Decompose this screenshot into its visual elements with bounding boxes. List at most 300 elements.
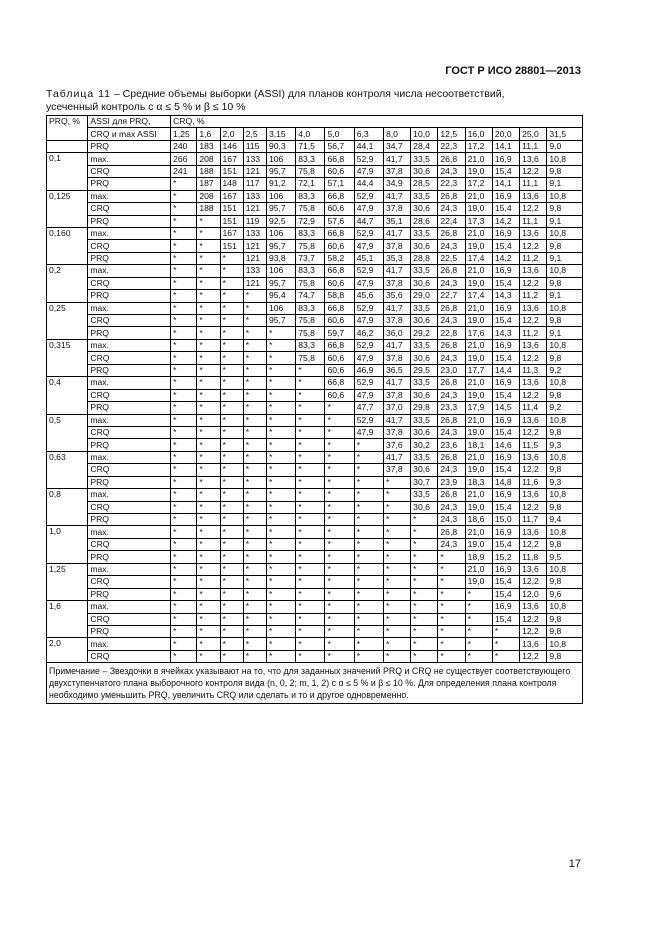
value-cell: * — [197, 451, 220, 463]
value-cell: * — [243, 489, 266, 501]
value-cell: 15,4 — [492, 277, 519, 289]
table-row — [47, 265, 583, 277]
value-cell: 106 — [266, 302, 295, 314]
value-cell: * — [325, 489, 354, 501]
value-cell: 17,9 — [465, 402, 492, 414]
row-label-cell: CRQ — [88, 315, 171, 327]
value-cell: 59,7 — [325, 327, 354, 339]
value-cell: * — [325, 514, 354, 526]
value-cell: 133 — [243, 265, 266, 277]
value-cell: * — [354, 638, 383, 650]
table-caption — [46, 88, 582, 113]
value-cell: * — [197, 352, 220, 364]
table-row — [47, 140, 583, 152]
value-cell: 44,1 — [354, 140, 383, 152]
value-cell: 22,3 — [438, 140, 465, 152]
row-label-cell: max. — [88, 153, 171, 165]
value-cell: * — [197, 240, 220, 252]
value-cell: 30,6 — [411, 315, 438, 327]
value-cell: * — [197, 650, 220, 662]
value-cell: 30,7 — [411, 476, 438, 488]
value-cell: * — [438, 613, 465, 625]
prq-cell: 0,2 — [47, 265, 88, 302]
row-label-cell: PRQ — [88, 178, 171, 190]
value-cell: * — [243, 538, 266, 550]
value-cell: 44,7 — [354, 215, 383, 227]
value-cell: 37,8 — [383, 277, 410, 289]
value-cell: 11,1 — [520, 215, 547, 227]
value-cell: * — [266, 538, 295, 550]
row-label-cell: max. — [88, 638, 171, 650]
value-cell: 9,8 — [547, 240, 583, 252]
header-crq-value: 4,0 — [296, 128, 325, 140]
value-cell: 188 — [197, 165, 220, 177]
table-row — [47, 252, 583, 264]
value-cell: * — [266, 638, 295, 650]
table-row — [47, 501, 583, 513]
header-crq-max: CRQ и max ASSI — [88, 128, 171, 140]
value-cell: * — [197, 327, 220, 339]
row-label-cell: CRQ — [88, 240, 171, 252]
value-cell: 83,3 — [296, 190, 325, 202]
value-cell: * — [325, 576, 354, 588]
value-cell: * — [411, 538, 438, 550]
value-cell: * — [197, 538, 220, 550]
header-prq: PRQ, % — [47, 116, 88, 141]
row-label-cell: CRQ — [88, 426, 171, 438]
value-cell: 58,2 — [325, 252, 354, 264]
value-cell: * — [438, 551, 465, 563]
value-cell: 23,0 — [438, 364, 465, 376]
value-cell: 22,8 — [438, 327, 465, 339]
value-cell: 66,8 — [325, 377, 354, 389]
value-cell: 12,2 — [520, 315, 547, 327]
value-cell: 17,7 — [465, 364, 492, 376]
value-cell: 37,6 — [383, 439, 410, 451]
value-cell: 29,0 — [411, 290, 438, 302]
value-cell: 36,5 — [383, 364, 410, 376]
value-cell: 75,8 — [296, 203, 325, 215]
value-cell: 16,9 — [492, 563, 519, 575]
value-cell: 12,2 — [520, 650, 547, 662]
value-cell: * — [197, 252, 220, 264]
value-cell: 33,5 — [411, 153, 438, 165]
value-cell: * — [354, 576, 383, 588]
value-cell: 24,3 — [438, 464, 465, 476]
value-cell: 37,8 — [383, 165, 410, 177]
value-cell: * — [354, 464, 383, 476]
value-cell: 26,8 — [438, 153, 465, 165]
value-cell: 9,1 — [547, 178, 583, 190]
value-cell: * — [266, 526, 295, 538]
value-cell: * — [465, 625, 492, 637]
value-cell: 10,8 — [547, 451, 583, 463]
value-cell: 47,9 — [354, 277, 383, 289]
value-cell: 21,0 — [465, 563, 492, 575]
value-cell: 21,0 — [465, 377, 492, 389]
value-cell: * — [243, 451, 266, 463]
value-cell: * — [296, 625, 325, 637]
value-cell: * — [197, 526, 220, 538]
value-cell: 33,5 — [411, 302, 438, 314]
value-cell: 11,2 — [520, 252, 547, 264]
value-cell: 18,6 — [465, 514, 492, 526]
value-cell: 28,4 — [411, 140, 438, 152]
value-cell: 10,8 — [547, 414, 583, 426]
value-cell: * — [296, 563, 325, 575]
table-note: Примечание – Звездочки в ячейках указывают на то, что для заданных значений PRQ и CRQ не существует соответствующего двухступенчатого плана выборочного контроля вида (n, 0, 2; m, 1, 2) с α ≤ 5 % и β ≤ 10 %. Для определения плана контроля необходимо уменьшить PRQ, увеличить CRQ или сделать и то и другое одновременно. — [47, 663, 583, 704]
value-cell: 52,9 — [354, 414, 383, 426]
value-cell: * — [243, 576, 266, 588]
value-cell: * — [243, 290, 266, 302]
row-label-cell: PRQ — [88, 364, 171, 376]
value-cell: 23,9 — [438, 476, 465, 488]
table-row — [47, 203, 583, 215]
value-cell: * — [296, 514, 325, 526]
value-cell: * — [171, 290, 197, 302]
value-cell: 33,5 — [411, 489, 438, 501]
table-caption-line2: усеченный контроль с α ≤ 5 % и β ≤ 10 % — [46, 100, 246, 113]
value-cell: 11,2 — [520, 290, 547, 302]
value-cell: * — [171, 638, 197, 650]
value-cell: 46,2 — [354, 327, 383, 339]
value-cell: * — [220, 414, 243, 426]
value-cell: * — [325, 501, 354, 513]
value-cell: 29,2 — [411, 327, 438, 339]
value-cell: * — [354, 650, 383, 662]
value-cell: 13,6 — [520, 526, 547, 538]
value-cell: * — [171, 526, 197, 538]
value-cell: 24,3 — [438, 426, 465, 438]
value-cell: * — [220, 538, 243, 550]
value-cell: * — [383, 563, 410, 575]
value-cell: * — [266, 464, 295, 476]
value-cell: * — [243, 315, 266, 327]
value-cell: * — [171, 439, 197, 451]
value-cell: * — [197, 613, 220, 625]
value-cell: 9,3 — [547, 476, 583, 488]
value-cell: 30,6 — [411, 426, 438, 438]
value-cell: 106 — [266, 190, 295, 202]
value-cell: * — [243, 389, 266, 401]
value-cell: * — [492, 625, 519, 637]
header-crq-value: 3,15 — [266, 128, 295, 140]
value-cell: * — [197, 302, 220, 314]
value-cell: * — [197, 489, 220, 501]
value-cell: * — [220, 339, 243, 351]
value-cell: * — [438, 563, 465, 575]
value-cell: * — [296, 489, 325, 501]
table-row — [47, 514, 583, 526]
value-cell: * — [325, 451, 354, 463]
value-cell: 15,4 — [492, 389, 519, 401]
value-cell: 21,0 — [465, 451, 492, 463]
value-cell: * — [325, 526, 354, 538]
value-cell: * — [171, 315, 197, 327]
value-cell: * — [411, 551, 438, 563]
value-cell: 16,9 — [492, 414, 519, 426]
value-cell: * — [354, 489, 383, 501]
value-cell: * — [220, 290, 243, 302]
value-cell: * — [266, 439, 295, 451]
value-cell: 9,1 — [547, 290, 583, 302]
table-row — [47, 601, 583, 613]
value-cell: * — [296, 414, 325, 426]
value-cell: * — [220, 265, 243, 277]
value-cell: * — [383, 501, 410, 513]
value-cell: * — [438, 588, 465, 600]
value-cell: * — [325, 426, 354, 438]
value-cell: 19,0 — [465, 165, 492, 177]
value-cell: * — [354, 439, 383, 451]
value-cell: 47,9 — [354, 165, 383, 177]
value-cell: 37,8 — [383, 315, 410, 327]
value-cell: * — [325, 625, 354, 637]
value-cell: 11,1 — [520, 140, 547, 152]
value-cell: 16,9 — [492, 302, 519, 314]
row-label-cell: CRQ — [88, 501, 171, 513]
value-cell: * — [383, 638, 410, 650]
table-row — [47, 414, 583, 426]
value-cell: 72,9 — [296, 215, 325, 227]
value-cell: * — [220, 277, 243, 289]
value-cell: * — [296, 526, 325, 538]
value-cell: 30,2 — [411, 439, 438, 451]
value-cell: 9,8 — [547, 203, 583, 215]
value-cell: * — [197, 476, 220, 488]
value-cell: * — [438, 650, 465, 662]
value-cell: * — [325, 650, 354, 662]
value-cell: 21,0 — [465, 302, 492, 314]
value-cell: * — [197, 364, 220, 376]
value-cell: * — [243, 625, 266, 637]
value-cell: * — [220, 451, 243, 463]
value-cell: * — [296, 464, 325, 476]
value-cell: * — [411, 650, 438, 662]
value-cell: 12,2 — [520, 464, 547, 476]
value-cell: * — [438, 638, 465, 650]
value-cell: 14,2 — [492, 252, 519, 264]
value-cell: 10,8 — [547, 302, 583, 314]
row-label-cell: CRQ — [88, 277, 171, 289]
row-label-cell: CRQ — [88, 538, 171, 550]
value-cell: 52,9 — [354, 153, 383, 165]
value-cell: 28,8 — [411, 252, 438, 264]
row-label-cell: max. — [88, 339, 171, 351]
value-cell: 12,2 — [520, 389, 547, 401]
value-cell: 14,4 — [492, 364, 519, 376]
value-cell: 66,8 — [325, 153, 354, 165]
value-cell: 33,5 — [411, 265, 438, 277]
prq-cell: 0,63 — [47, 451, 88, 488]
value-cell: 26,8 — [438, 526, 465, 538]
value-cell: 26,8 — [438, 190, 465, 202]
header-crq-value: 6,3 — [354, 128, 383, 140]
value-cell: * — [171, 650, 197, 662]
value-cell: 83,3 — [296, 227, 325, 239]
table-row — [47, 538, 583, 550]
value-cell: 37,8 — [383, 240, 410, 252]
value-cell: * — [325, 551, 354, 563]
value-cell: 18,9 — [465, 551, 492, 563]
value-cell: 119 — [243, 215, 266, 227]
value-cell: 66,8 — [325, 227, 354, 239]
row-label-cell: max. — [88, 451, 171, 463]
row-label-cell: max. — [88, 526, 171, 538]
value-cell: * — [220, 588, 243, 600]
value-cell: 12,2 — [520, 240, 547, 252]
value-cell: 187 — [197, 178, 220, 190]
value-cell: * — [266, 389, 295, 401]
value-cell: 47,9 — [354, 315, 383, 327]
value-cell: 60,6 — [325, 277, 354, 289]
table-row — [47, 625, 583, 637]
value-cell: 17,6 — [465, 327, 492, 339]
value-cell: 41,7 — [383, 265, 410, 277]
value-cell: 44,4 — [354, 178, 383, 190]
row-label-cell: max. — [88, 489, 171, 501]
value-cell: 9,1 — [547, 327, 583, 339]
table-row — [47, 227, 583, 239]
value-cell: * — [171, 402, 197, 414]
table-row — [47, 178, 583, 190]
value-cell: * — [411, 601, 438, 613]
value-cell: 52,9 — [354, 339, 383, 351]
value-cell: 22,3 — [438, 178, 465, 190]
value-cell: 95,7 — [266, 315, 295, 327]
value-cell: 11,2 — [520, 327, 547, 339]
value-cell: 47,7 — [354, 402, 383, 414]
value-cell: * — [438, 576, 465, 588]
value-cell: * — [171, 514, 197, 526]
value-cell: 71,5 — [296, 140, 325, 152]
value-cell: 9,2 — [547, 402, 583, 414]
value-cell: 19,0 — [465, 240, 492, 252]
value-cell: * — [171, 377, 197, 389]
value-cell: 9,2 — [547, 364, 583, 376]
value-cell: 23,3 — [438, 402, 465, 414]
value-cell: * — [197, 464, 220, 476]
value-cell: 10,8 — [547, 601, 583, 613]
value-cell: 15,4 — [492, 203, 519, 215]
value-cell: * — [171, 178, 197, 190]
value-cell: * — [220, 563, 243, 575]
value-cell: * — [266, 563, 295, 575]
header-crq-value: 16,0 — [465, 128, 492, 140]
row-label-cell: PRQ — [88, 215, 171, 227]
value-cell: 133 — [243, 227, 266, 239]
value-cell: * — [383, 526, 410, 538]
value-cell: * — [171, 414, 197, 426]
value-cell: 35,1 — [383, 215, 410, 227]
value-cell: 29,5 — [411, 364, 438, 376]
value-cell: 15,4 — [492, 501, 519, 513]
value-cell: 45,6 — [354, 290, 383, 302]
value-cell: 151 — [220, 215, 243, 227]
value-cell: * — [171, 464, 197, 476]
value-cell: * — [438, 601, 465, 613]
table-body — [47, 116, 583, 704]
value-cell: 21,0 — [465, 339, 492, 351]
value-cell: 133 — [243, 190, 266, 202]
row-label-cell: CRQ — [88, 464, 171, 476]
table-row — [47, 215, 583, 227]
value-cell: 18,1 — [465, 439, 492, 451]
value-cell: 58,8 — [325, 290, 354, 302]
value-cell: * — [197, 402, 220, 414]
value-cell: 14,6 — [492, 439, 519, 451]
value-cell: * — [171, 190, 197, 202]
table-row — [47, 165, 583, 177]
value-cell: 266 — [171, 153, 197, 165]
value-cell: * — [171, 277, 197, 289]
value-cell: 14,3 — [492, 327, 519, 339]
value-cell: 30,6 — [411, 240, 438, 252]
value-cell: 9,8 — [547, 613, 583, 625]
value-cell: * — [243, 302, 266, 314]
value-cell: 13,6 — [520, 489, 547, 501]
value-cell: 9,6 — [547, 588, 583, 600]
value-cell: * — [220, 302, 243, 314]
value-cell: 60,6 — [325, 315, 354, 327]
value-cell: 52,9 — [354, 227, 383, 239]
row-label-cell: PRQ — [88, 514, 171, 526]
row-label-cell: CRQ — [88, 389, 171, 401]
value-cell: 9,8 — [547, 576, 583, 588]
value-cell: * — [220, 514, 243, 526]
value-cell: 241 — [171, 165, 197, 177]
prq-cell: 0,315 — [47, 339, 88, 376]
value-cell: 75,8 — [296, 315, 325, 327]
value-cell: * — [266, 451, 295, 463]
table-caption-label: Таблица 11 — [46, 88, 111, 100]
value-cell: 15,4 — [492, 315, 519, 327]
row-label-cell: max. — [88, 377, 171, 389]
value-cell: * — [411, 625, 438, 637]
value-cell: 26,8 — [438, 227, 465, 239]
page-number: 17 — [568, 858, 581, 870]
table-row — [47, 364, 583, 376]
value-cell: 240 — [171, 140, 197, 152]
value-cell: * — [266, 625, 295, 637]
value-cell: * — [411, 588, 438, 600]
table-row — [47, 240, 583, 252]
value-cell: * — [266, 613, 295, 625]
value-cell: 33,5 — [411, 414, 438, 426]
value-cell: 121 — [243, 240, 266, 252]
value-cell: 14,1 — [492, 140, 519, 152]
value-cell: 12,2 — [520, 501, 547, 513]
value-cell: 57,6 — [325, 215, 354, 227]
value-cell: * — [354, 551, 383, 563]
value-cell: 30,6 — [411, 165, 438, 177]
row-label-cell: CRQ — [88, 650, 171, 662]
row-label-cell: PRQ — [88, 439, 171, 451]
value-cell: * — [266, 601, 295, 613]
row-label-cell: PRQ — [88, 402, 171, 414]
value-cell: 73,7 — [296, 252, 325, 264]
value-cell: * — [266, 551, 295, 563]
value-cell: 9,8 — [547, 165, 583, 177]
value-cell: * — [197, 588, 220, 600]
value-cell: 15,4 — [492, 352, 519, 364]
value-cell: 12,2 — [520, 625, 547, 637]
value-cell: * — [438, 625, 465, 637]
assi-table — [46, 115, 583, 704]
table-row — [47, 377, 583, 389]
value-cell: 151 — [220, 240, 243, 252]
row-label-cell: max. — [88, 601, 171, 613]
